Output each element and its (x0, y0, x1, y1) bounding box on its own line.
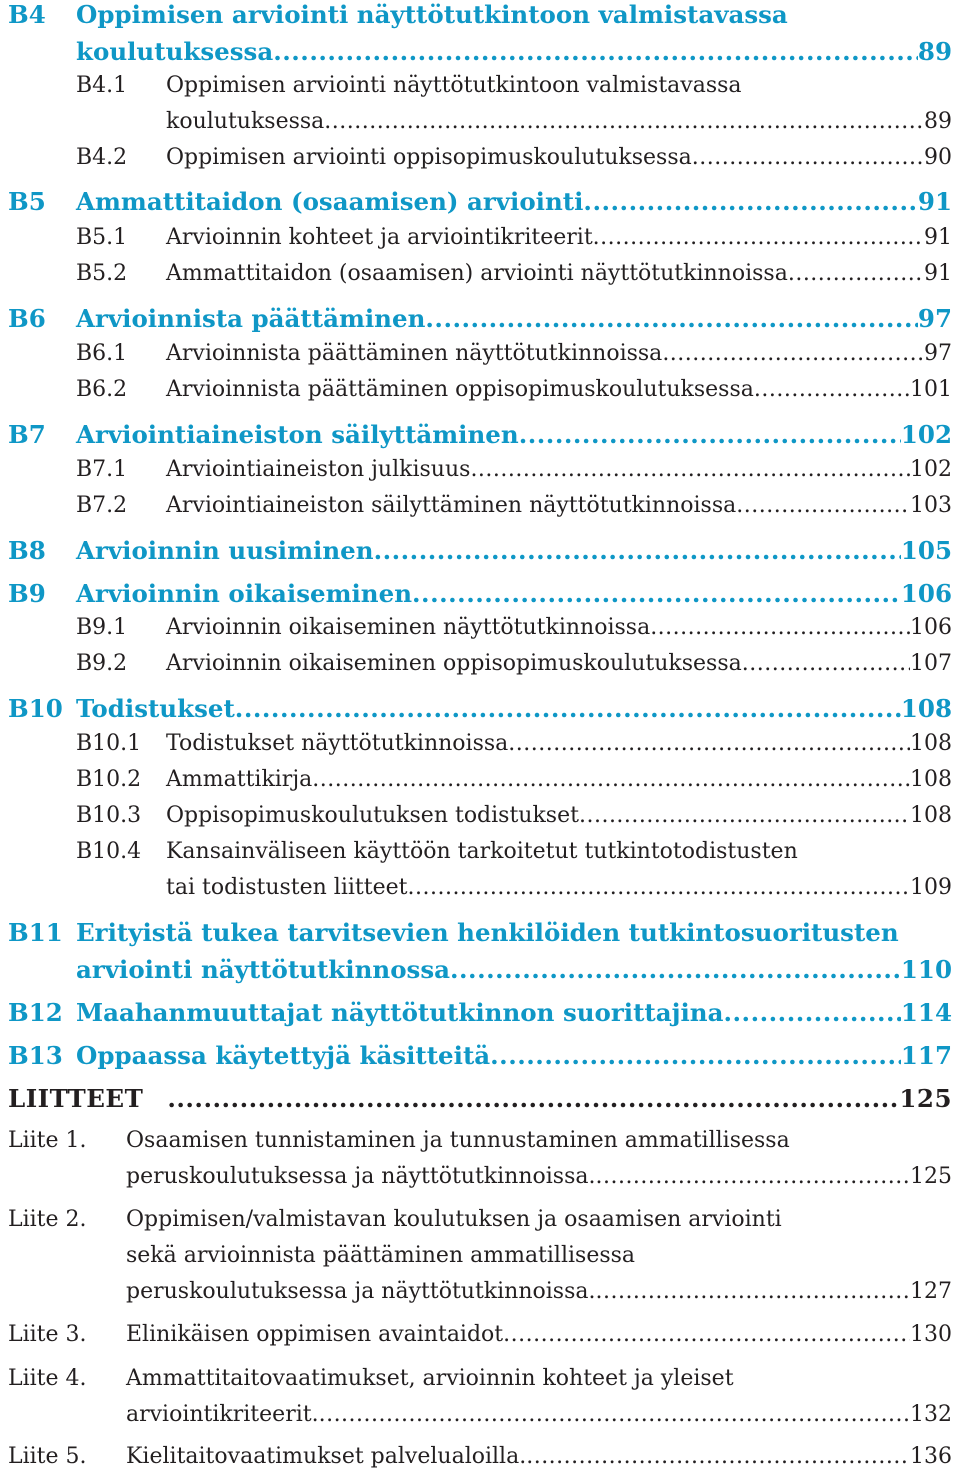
toc-page-number: 91 (924, 261, 952, 286)
toc-entry-number: B10.3 (76, 803, 142, 828)
toc-entry-b7[interactable] (8, 420, 952, 449)
leader-dots (593, 225, 924, 250)
toc-entry-title: tai todistusten liitteet (166, 875, 408, 900)
toc-entry-b4-2[interactable] (8, 145, 952, 170)
toc-entry-title: peruskoulutuksessa ja näyttötutkinnoissa. (126, 1164, 596, 1189)
toc-section-title: LIITTEET (8, 1084, 144, 1113)
toc-entry-title: koulutuksessa (76, 37, 274, 66)
leader-dots (526, 1444, 910, 1469)
toc-entry-liite-1[interactable] (8, 1128, 952, 1153)
leader-dots (312, 767, 910, 792)
toc-entry-title: Ammattikirja (166, 767, 313, 792)
leader-dots (595, 1164, 910, 1189)
toc-page-number: 108 (910, 731, 952, 756)
toc-entry-title: Arvioinnin oikaiseminen näyttötutkinnoissa (166, 615, 651, 640)
toc-page-number: 97 (917, 304, 952, 333)
toc-entry-liite-3[interactable] (8, 1322, 952, 1347)
toc-entry-number: B6.2 (76, 377, 128, 402)
toc-entry-number: B9 (8, 579, 46, 608)
toc-page-number: 125 (910, 1164, 952, 1189)
toc-page-number: 97 (924, 341, 952, 366)
toc-entry-title: Ammattitaitovaatimukset, arvioinnin kohteet ja yleiset (126, 1366, 734, 1391)
toc-entry-number: B9.1 (76, 615, 128, 640)
toc-entry-b10-2[interactable] (8, 767, 952, 792)
toc-entry-title: Oppaassa käytettyjä käsitteitä (76, 1041, 491, 1070)
toc-entry-liitteet[interactable] (8, 1084, 952, 1113)
toc-entry-number: B5 (8, 187, 46, 216)
leader-dots (324, 109, 924, 134)
leader-dots (736, 493, 910, 518)
toc-entry-b6[interactable] (8, 304, 952, 333)
toc-entry-liite-2[interactable] (8, 1207, 952, 1232)
toc-entry-b12[interactable] (8, 998, 952, 1027)
leader-dots (788, 261, 924, 286)
toc-entry-number: B10 (8, 694, 63, 723)
toc-page-number: 130 (910, 1322, 952, 1347)
leader-dots (490, 1041, 901, 1070)
toc-page-number: 102 (910, 457, 952, 482)
toc-page-number: 108 (910, 767, 952, 792)
toc-entry-title: Elinikäisen oppimisen avaintaidot (126, 1322, 504, 1347)
toc-entry-number: B10.4 (76, 839, 142, 864)
toc-page-number: 136 (910, 1444, 952, 1469)
leader-dots (742, 651, 910, 676)
toc-page-number: 90 (924, 145, 952, 170)
toc-page-number: 108 (900, 694, 952, 723)
toc-entry-b6-2[interactable] (8, 377, 952, 402)
toc-entry-title: Arviointiaineiston julkisuus (166, 457, 471, 482)
leader-dots (319, 1402, 910, 1427)
toc-entry-title: Oppimisen arviointi oppisopimuskoulutuksessa (166, 145, 692, 170)
toc-entry-liite-2-cont[interactable] (8, 1243, 952, 1268)
leader-dots (650, 615, 910, 640)
toc-entry-title: Oppimisen arviointi näyttötutkintoon valmistavassa (76, 0, 788, 29)
toc-entry-number: B5.1 (76, 225, 128, 250)
toc-page-number: 125 (899, 1084, 952, 1113)
leader-dots (583, 187, 917, 216)
toc-entry-title: arviointi näyttötutkinnossa (76, 955, 450, 984)
toc-entry-title: peruskoulutuksessa ja näyttötutkinnoissa. (126, 1279, 596, 1304)
leader-dots (508, 731, 910, 756)
toc-entry-b5-2[interactable] (8, 261, 952, 286)
toc-page-number: 89 (917, 37, 952, 66)
toc-entry-liite-2-cont2[interactable] (8, 1279, 952, 1304)
toc-entry-title: Arvioinnista päättäminen oppisopimuskoulutuksessa (166, 377, 754, 402)
toc-entry-b5-1[interactable] (8, 225, 952, 250)
toc-page-number: 110 (900, 955, 952, 984)
toc-entry-title: Ammattitaidon (osaamisen) arviointi (76, 187, 584, 216)
toc-entry-title: Oppisopimuskoulutuksen todistukset (166, 803, 579, 828)
toc-entry-title: Oppimisen arviointi näyttötutkintoon valmistavassa (166, 73, 742, 98)
toc-entry-b9-2[interactable] (8, 651, 952, 676)
toc-page-number: 91 (924, 225, 952, 250)
toc-entry-number: B7.1 (76, 457, 128, 482)
leader-dots (503, 1322, 910, 1347)
leader-dots (167, 1084, 899, 1113)
toc-entry-title: Arvioinnista päättäminen näyttötutkinnoissa (166, 341, 663, 366)
toc-entry-b8[interactable] (8, 536, 952, 565)
toc-entry-b11-cont[interactable] (8, 955, 952, 984)
toc-entry-number: Liite 5. (8, 1444, 87, 1469)
toc-entry-b7-1[interactable] (8, 457, 952, 482)
toc-page-number: 105 (900, 536, 952, 565)
toc-entry-liite-4[interactable] (8, 1366, 952, 1391)
toc-entry-number: B8 (8, 536, 46, 565)
toc-entry-title: Kielitaitovaatimukset palvelualoilla. (126, 1444, 527, 1469)
leader-dots (273, 37, 918, 66)
leader-dots (519, 420, 901, 449)
toc-entry-title: Todistukset näyttötutkinnoissa (166, 731, 509, 756)
toc-entry-number: B5.2 (76, 261, 128, 286)
toc-page-number: 89 (924, 109, 952, 134)
toc-entry-title: Arvioinnin uusiminen (76, 536, 374, 565)
toc-entry-b10-1[interactable] (8, 731, 952, 756)
leader-dots (407, 875, 910, 900)
toc-entry-b6-1[interactable] (8, 341, 952, 366)
toc-entry-title: Erityistä tukea tarvitsevien henkilöiden tutkintosuoritusten (76, 918, 899, 947)
toc-entry-b10-4-cont[interactable] (8, 875, 952, 900)
leader-dots (450, 955, 901, 984)
toc-entry-b4-1-cont[interactable] (8, 109, 952, 134)
toc-entry-title: Arvioinnin oikaiseminen oppisopimuskoulutuksessa (166, 651, 742, 676)
toc-entry-b9-1[interactable] (8, 615, 952, 640)
toc-entry-number: B9.2 (76, 651, 128, 676)
toc-page-number: 114 (900, 998, 952, 1027)
toc-entry-b5[interactable] (8, 187, 952, 216)
toc-page-number: 127 (910, 1279, 952, 1304)
toc-entry-title: Arvioinnista päättäminen (76, 304, 426, 333)
leader-dots (662, 341, 924, 366)
toc-entry-b7-2[interactable] (8, 493, 952, 518)
toc-entry-title: sekä arvioinnista päättäminen ammatillisessa (126, 1243, 636, 1268)
leader-dots (235, 694, 901, 723)
toc-entry-title: Arviointiaineiston säilyttäminen (76, 420, 519, 449)
toc-entry-b4-1[interactable] (8, 73, 952, 98)
toc-entry-title: Arvioinnin oikaiseminen (76, 579, 413, 608)
toc-entry-number: B12 (8, 998, 63, 1027)
toc-entry-liite-4-cont[interactable] (8, 1402, 952, 1427)
toc-entry-title: Todistukset (76, 694, 235, 723)
leader-dots (723, 998, 900, 1027)
toc-entry-b10[interactable] (8, 694, 952, 723)
toc-page-number: 117 (900, 1041, 952, 1070)
toc-page-number: 109 (910, 875, 952, 900)
toc-page-number: 108 (910, 803, 952, 828)
toc-entry-number: B6.1 (76, 341, 128, 366)
toc-entry-b13[interactable] (8, 1041, 952, 1070)
leader-dots (470, 457, 910, 482)
toc-page-number: 103 (910, 493, 952, 518)
toc-entry-b4[interactable] (8, 0, 952, 29)
toc-entry-b9[interactable] (8, 579, 952, 608)
leader-dots (425, 304, 918, 333)
toc-entry-b10-4[interactable] (8, 839, 952, 864)
toc-page-number: 107 (910, 651, 952, 676)
toc-entry-b4-cont[interactable] (8, 37, 952, 66)
leader-dots (692, 145, 924, 170)
toc-page-number: 101 (910, 377, 952, 402)
toc-page-number: 91 (917, 187, 952, 216)
toc-entry-title: Maahanmuuttajat näyttötutkinnon suorittajina (76, 998, 724, 1027)
toc-entry-liite-5[interactable] (8, 1444, 952, 1469)
toc-entry-title: Oppimisen/valmistavan koulutuksen ja osaamisen arviointi (126, 1207, 782, 1232)
toc-entry-number: Liite 3. (8, 1322, 87, 1347)
toc-entry-number: Liite 2. (8, 1207, 87, 1232)
toc-page-number: 132 (910, 1402, 952, 1427)
toc-entry-title: koulutuksessa (166, 109, 325, 134)
leader-dots (595, 1279, 910, 1304)
toc-page-number: 106 (900, 579, 952, 608)
leader-dots (374, 536, 901, 565)
leader-dots (579, 803, 910, 828)
toc-entry-title: Ammattitaidon (osaamisen) arviointi näyttötutkinnoissa (166, 261, 788, 286)
toc-entry-number: B4.2 (76, 145, 128, 170)
toc-entry-number: B7 (8, 420, 46, 449)
toc-entry-title: Arvioinnin kohteet ja arviointikriteerit (166, 225, 593, 250)
toc-entry-number: B7.2 (76, 493, 128, 518)
toc-entry-number: Liite 1. (8, 1128, 87, 1153)
toc-entry-number: Liite 4. (8, 1366, 87, 1391)
toc-entry-number: B13 (8, 1041, 63, 1070)
toc-entry-title: Osaamisen tunnistaminen ja tunnustaminen ammatillisessa (126, 1128, 790, 1153)
toc-entry-liite-1-cont[interactable] (8, 1164, 952, 1189)
toc-entry-b10-3[interactable] (8, 803, 952, 828)
toc-entry-number: B6 (8, 304, 46, 333)
toc-entry-number: B10.2 (76, 767, 142, 792)
toc-entry-number: B10.1 (76, 731, 142, 756)
toc-page-number: 106 (910, 615, 952, 640)
toc-entry-title: Arviointiaineiston säilyttäminen näyttötutkinnoissa (166, 493, 737, 518)
toc-page-number: 102 (900, 420, 952, 449)
toc-entry-number: B11 (8, 918, 63, 947)
toc-entry-number: B4.1 (76, 73, 128, 98)
toc-entry-title: arviointikriteerit. (126, 1402, 319, 1427)
toc-entry-b11[interactable] (8, 918, 952, 947)
toc-entry-number: B4 (8, 0, 46, 29)
toc-entry-title: Kansainväliseen käyttöön tarkoitetut tutkintotodistusten (166, 839, 798, 864)
leader-dots (412, 579, 901, 608)
leader-dots (754, 377, 910, 402)
